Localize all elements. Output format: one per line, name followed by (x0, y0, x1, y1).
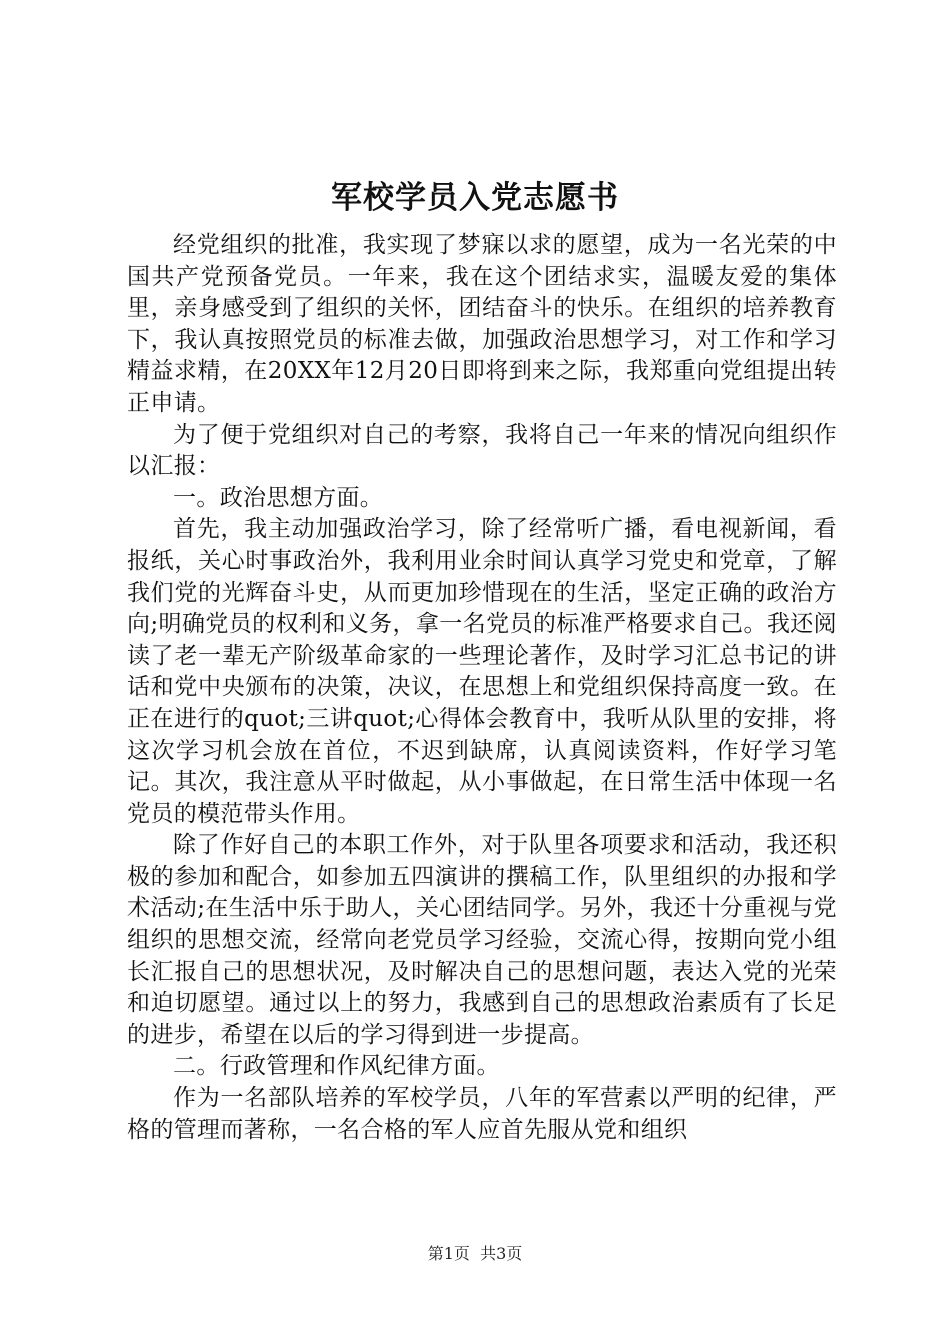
section-heading: 一。政治思想方面。 (173, 484, 384, 511)
paragraph: 作为一名部队培养的军校学员，八年的军营素以严明的纪律，严格的管理而著称，一名合格的军人应首先服从党和组织 (127, 1085, 837, 1143)
page-footer (0, 1243, 950, 1265)
paragraph: 除了作好自己的本职工作外，对于队里各项要求和活动，我还积极的参加和配合，如参加五四演讲的撰稿工作，队里组织的办报和学术活动;在生活中乐于助人，关心团结同学。另外，我还十分重视与党组织的思想交流，经常向老党员学习经验，交流心得，按期向党小组长汇报自己的思想状况，及时解决自己的思想问题，表达入党的光荣和迫切愿望。通过以上的努力，我感到自己的思想政治素质有了长足的进步，希望在以后的学习得到进一步提高。 (127, 832, 837, 1048)
footer-spacer (470, 1244, 480, 1263)
document-title: 军校学员入党志愿书 (331, 180, 619, 216)
paragraph: 经党组织的批准，我实现了梦寐以求的愿望，成为一名光荣的中国共产党预备党员。一年来，我在这个团结求实，温暖友爱的集体里，亲身感受到了组织的关怀，团结奋斗的快乐。在组织的培养教育下，我认真按照党员的标准去做，加强政治思想学习，对工作和学习精益求精，在20XX年12月20日即将到来之际，我郑重向党组提出转正申请。 (127, 232, 837, 416)
page-number: 第1页 (427, 1244, 470, 1263)
document-body (127, 230, 837, 1146)
paragraph: 首先，我主动加强政治学习，除了经常听广播，看电视新闻，看报纸，关心时事政治外，我利用业余时间认真学习党史和党章，了解我们党的光辉奋斗史，从而更加珍惜现在的生活，坚定正确的政治方向;明确党员的权利和义务，拿一名党员的标准严格要求自己。我还阅读了老一辈无产阶级革命家的一些理论著作，及时学习汇总书记的讲话和党中央颁布的决策，决议，在思想上和党组织保持高度一致。在正在进行的quot;三讲quot;心得体会教育中，我听从队里的安排，将这次学习机会放在首位，不迟到缺席，认真阅读资料，作好学习笔记。其次，我注意从平时做起，从小事做起，在日常生活中体现一名党员的模范带头作用。 (127, 516, 837, 827)
page-total: 共3页 (480, 1244, 523, 1263)
paragraph: 为了便于党组织对自己的考察，我将自己一年来的情况向组织作以汇报： (127, 421, 837, 480)
section-heading: 二。行政管理和作风纪律方面。 (173, 1053, 500, 1080)
